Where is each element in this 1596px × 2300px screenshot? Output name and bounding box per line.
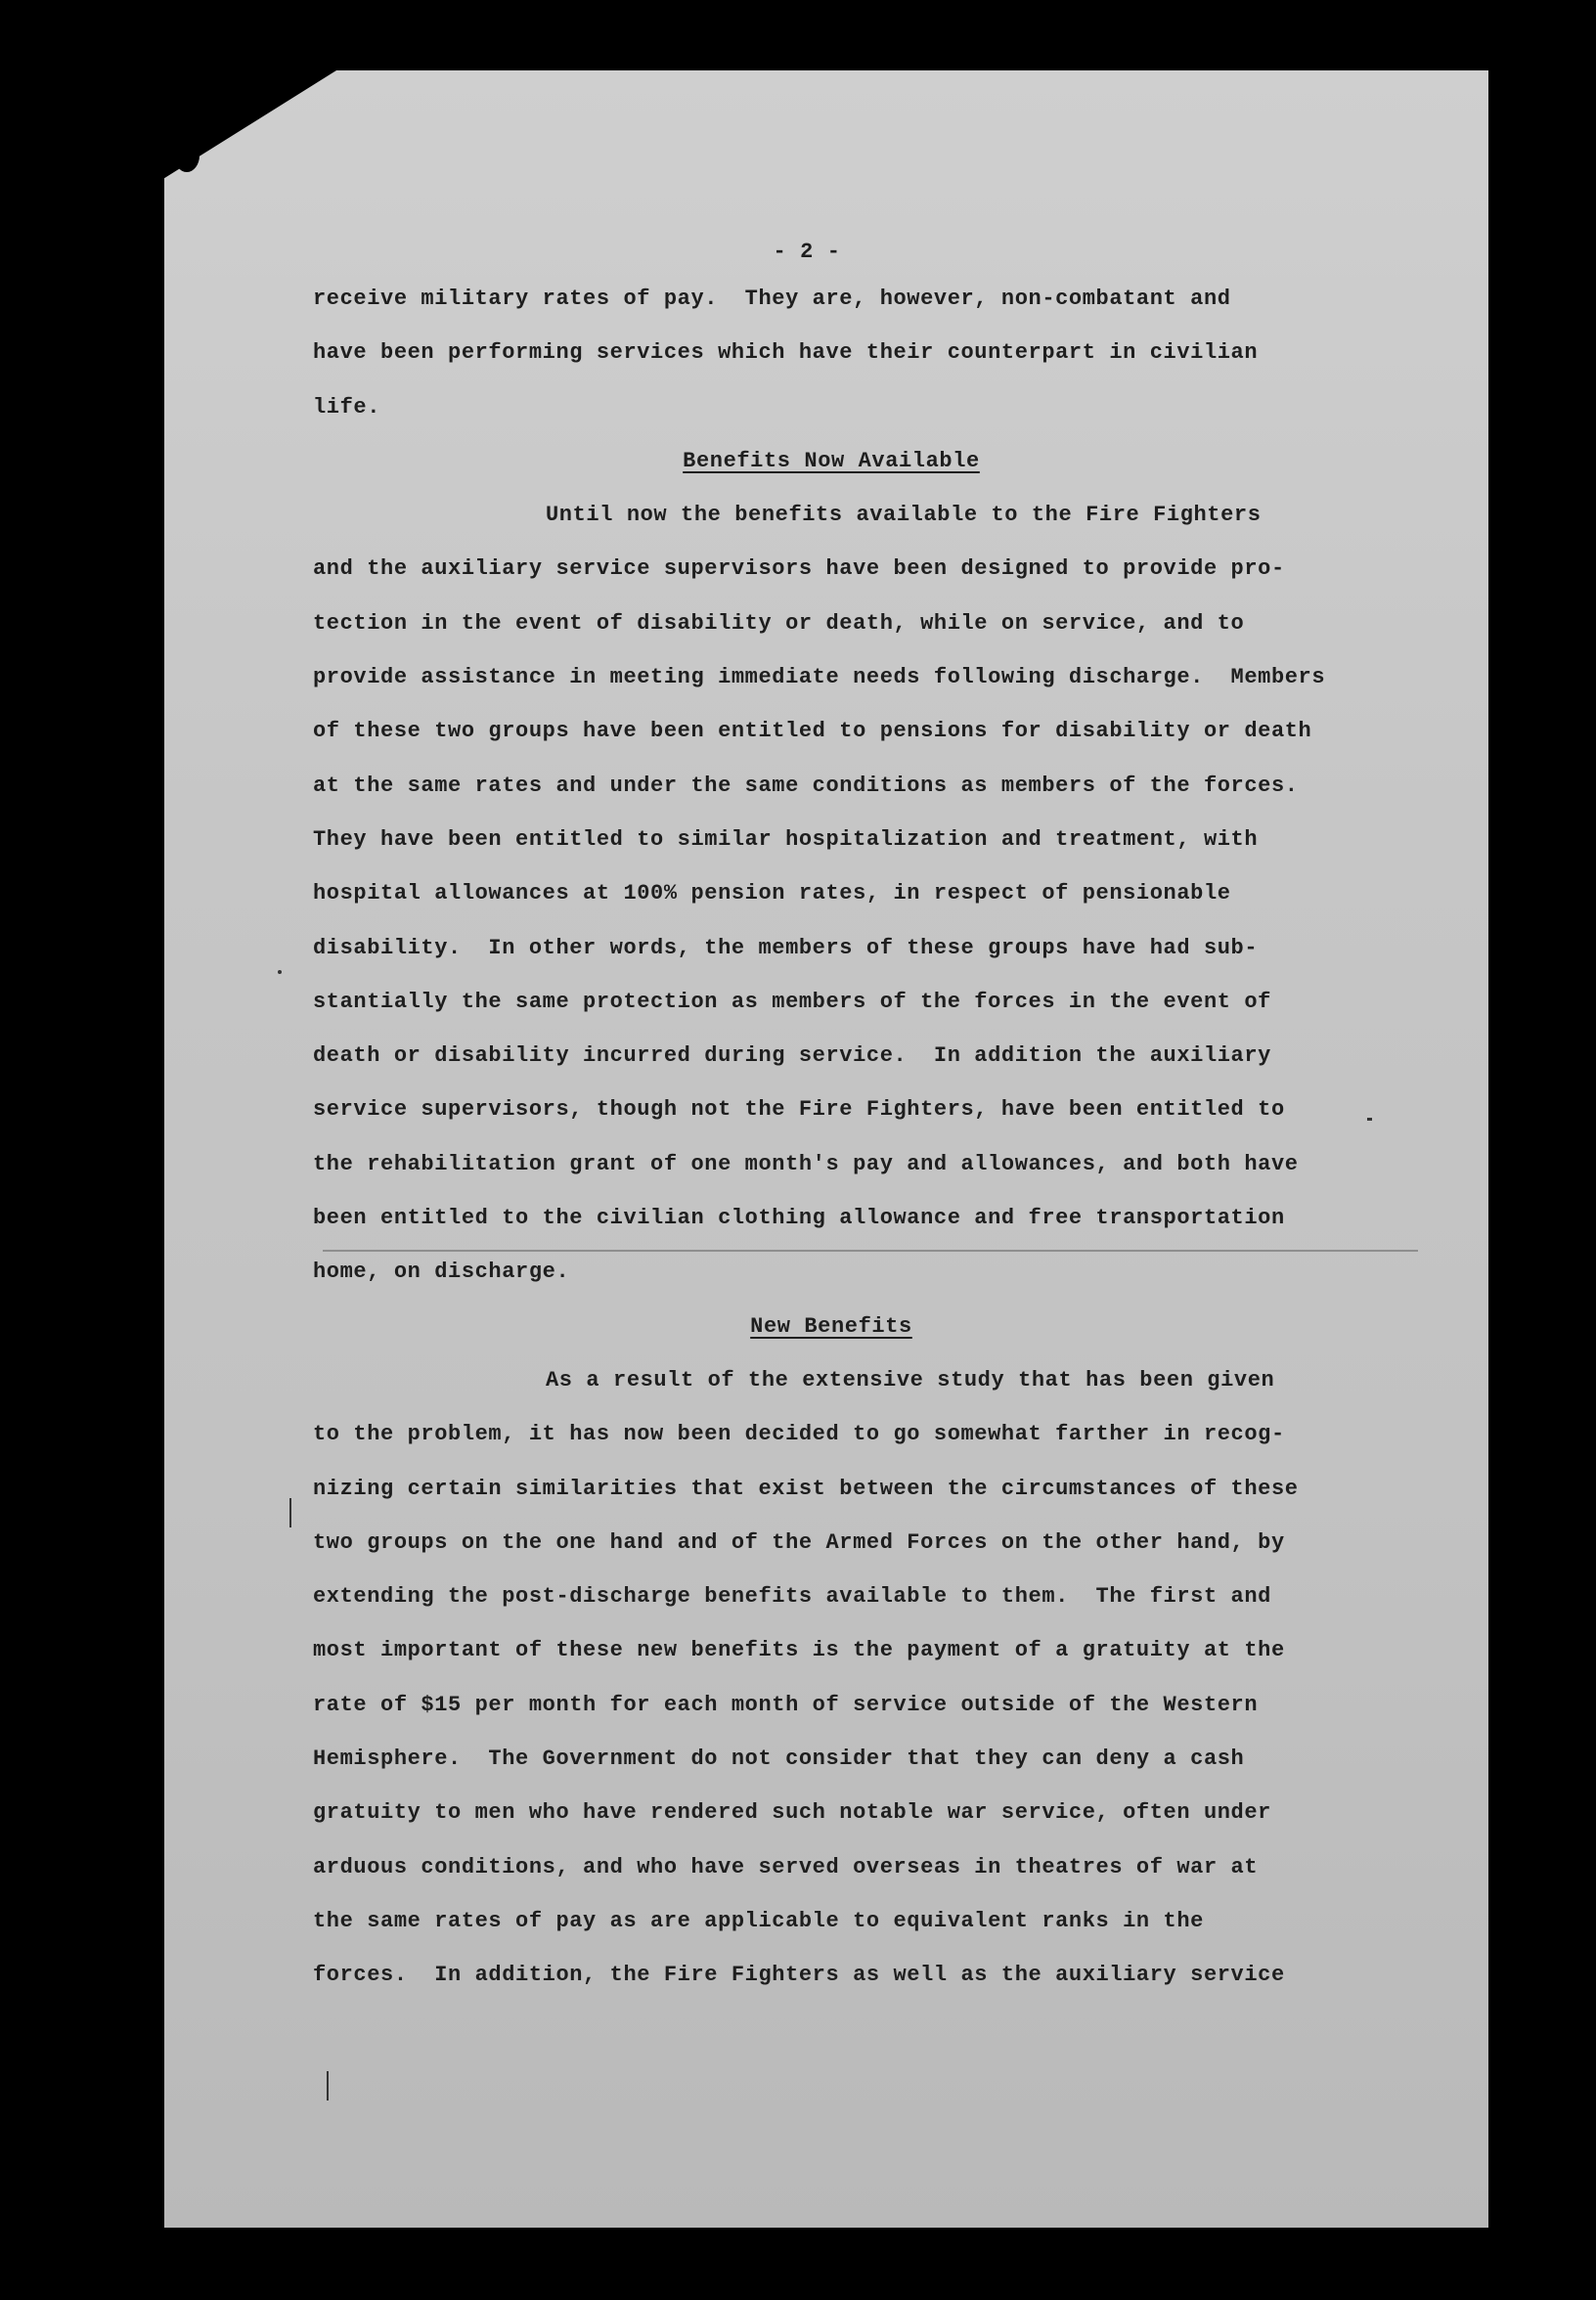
body-line: extending the post-discharge benefits available to them. The first and — [313, 1584, 1271, 1610]
body-line: arduous conditions, and who have served overseas in theatres of war at — [313, 1854, 1259, 1880]
section-heading: New Benefits — [750, 1313, 912, 1339]
body-line: have been performing services which have their counterpart in civilian — [313, 340, 1259, 366]
body-line: provide assistance in meeting immediate needs following discharge. Members — [313, 665, 1326, 690]
body-line: life. — [313, 394, 381, 420]
pencil-mark — [327, 2071, 329, 2101]
body-line: service supervisors, though not the Fire Fighters, have been entitled to — [313, 1097, 1285, 1123]
body-line: the same rates of pay as are applicable to equivalent ranks in the — [313, 1908, 1204, 1933]
body-line: nizing certain similarities that exist between the circumstances of these — [313, 1476, 1299, 1501]
body-line: and the auxiliary service supervisors have been designed to provide pro- — [313, 556, 1285, 582]
document-body — [313, 233, 1350, 2003]
body-line: receive military rates of pay. They are, however, non-combatant and — [313, 287, 1231, 311]
body-line: two groups on the one hand and of the Armed Forces on the other hand, by — [313, 1529, 1285, 1555]
body-line: rate of $15 per month for each month of service outside of the Western — [313, 1692, 1259, 1717]
speck-mark — [1367, 1118, 1372, 1121]
body-line: at the same rates and under the same conditions as members of the forces. — [313, 773, 1299, 798]
section-heading: Benefits Now Available — [683, 448, 980, 473]
body-line: hospital allowances at 100% pension rates, in respect of pensionable — [313, 881, 1231, 907]
body-line: most important of these new benefits is the payment of a gratuity at the — [313, 1638, 1285, 1663]
body-line: of these two groups have been entitled to pensions for disability or death — [313, 719, 1312, 744]
body-line: to the problem, it has now been decided to go somewhat farther in recog- — [313, 1422, 1285, 1447]
speck-mark — [278, 970, 282, 974]
punch-hole — [174, 139, 200, 172]
body-line: They have been entitled to similar hospitalization and treatment, with — [313, 826, 1259, 852]
body-line: gratuity to men who have rendered such notable war service, often under — [313, 1800, 1271, 1826]
body-line: death or disability incurred during service. In addition the auxiliary — [313, 1043, 1271, 1069]
body-line: stantially the same protection as members of the forces in the event of — [313, 989, 1271, 1014]
body-line: forces. In addition, the Fire Fighters as well as the auxiliary service — [313, 1963, 1285, 1988]
body-line: home, on discharge. — [313, 1260, 570, 1285]
body-line: disability. In other words, the members of these groups have had sub- — [313, 935, 1259, 960]
body-line: tection in the event of disability or death, while on service, and to — [313, 610, 1245, 636]
body-line: Until now the benefits available to the Fire Fighters — [546, 503, 1262, 528]
body-line: Hemisphere. The Government do not consider that they can deny a cash — [313, 1747, 1245, 1772]
page-number: - 2 - — [773, 240, 841, 264]
pencil-mark — [289, 1498, 291, 1527]
body-line: the rehabilitation grant of one month's pay and allowances, and both have — [313, 1151, 1299, 1176]
body-line: been entitled to the civilian clothing allowance and free transportation — [313, 1206, 1285, 1231]
body-line: As a result of the extensive study that has been given — [546, 1367, 1275, 1393]
